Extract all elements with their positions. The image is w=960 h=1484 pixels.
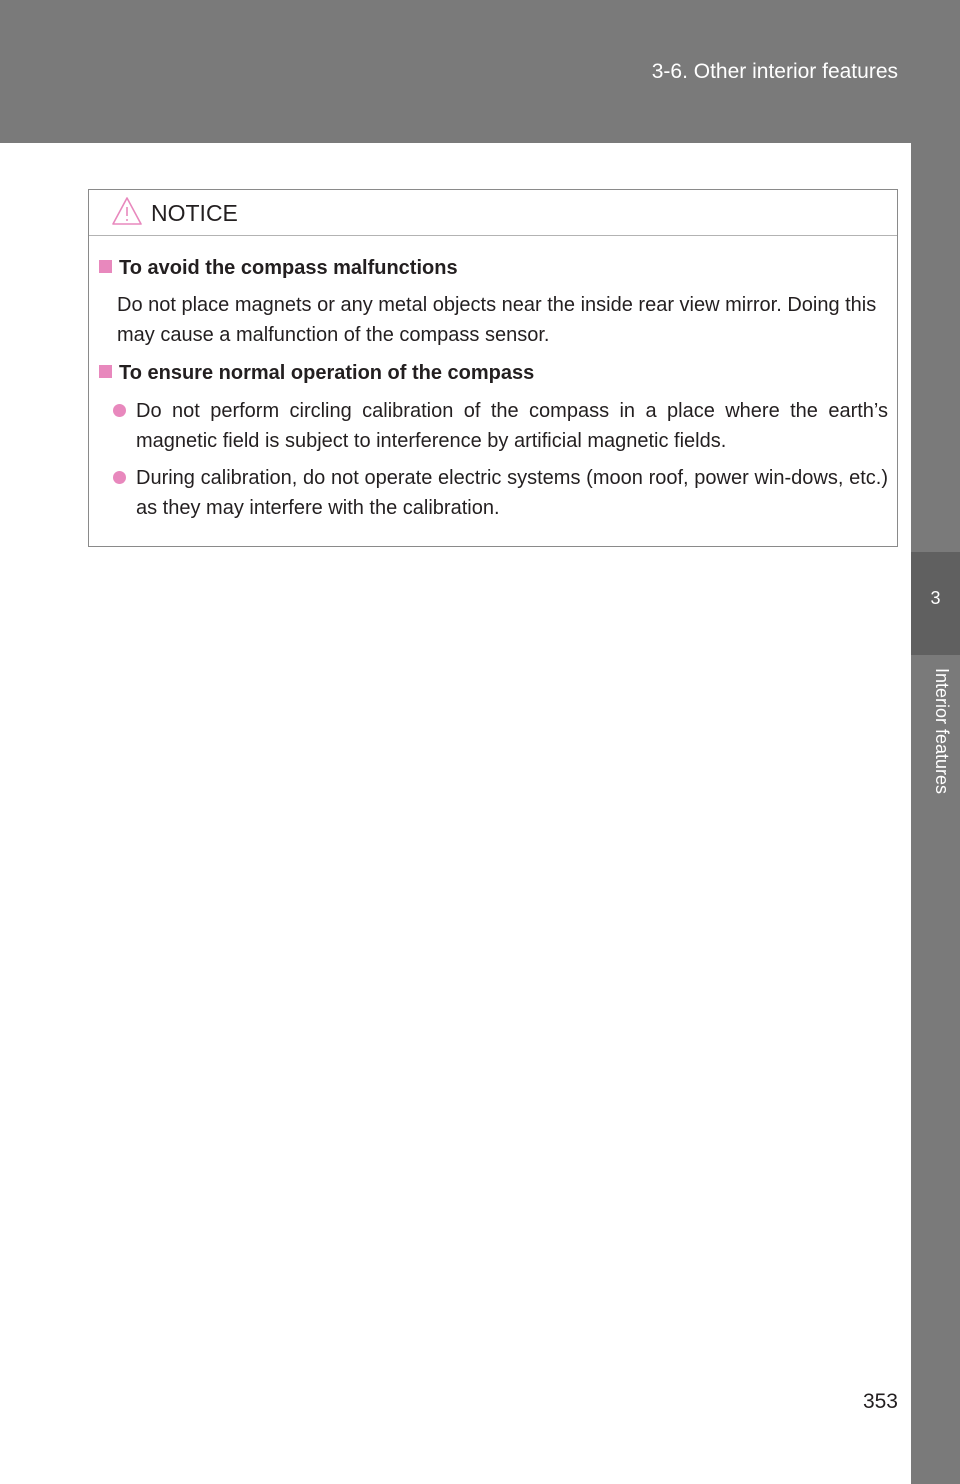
section-heading xyxy=(99,254,458,282)
notice-box xyxy=(88,189,898,547)
square-bullet-icon xyxy=(99,260,112,273)
circle-bullet-icon xyxy=(113,404,126,417)
chapter-number: 3 xyxy=(930,588,941,608)
chapter-label: Interior features xyxy=(932,668,952,795)
list-item-text: Do not perform circling calibration of the compass in a place where the earth’s magnetic field is subject to interference by artificial magnetic fields. xyxy=(136,400,888,452)
list-item xyxy=(113,396,888,456)
section-heading-text: To ensure normal operation of the compass xyxy=(119,362,535,384)
notice-title: NOTICE xyxy=(151,200,238,226)
square-bullet-icon xyxy=(99,365,112,378)
page-number: 353 xyxy=(862,1390,898,1413)
circle-bullet-icon xyxy=(113,471,126,484)
list-item-text: During calibration, do not operate electric systems (moon roof, power win-dows, etc.) as they may interfere with the calibration. xyxy=(136,467,888,519)
section-heading xyxy=(99,359,534,387)
section-heading-text: To avoid the compass malfunctions xyxy=(119,257,458,279)
list-item xyxy=(113,463,888,523)
section-paragraph: Do not place magnets or any metal objects near the inside rear view mirror. Doing this may cause a malfunction of the compass sensor. xyxy=(117,294,877,346)
warning-triangle-icon xyxy=(111,196,143,226)
section-title: 3-6. Other interior features xyxy=(651,60,898,83)
notice-header xyxy=(89,190,897,236)
